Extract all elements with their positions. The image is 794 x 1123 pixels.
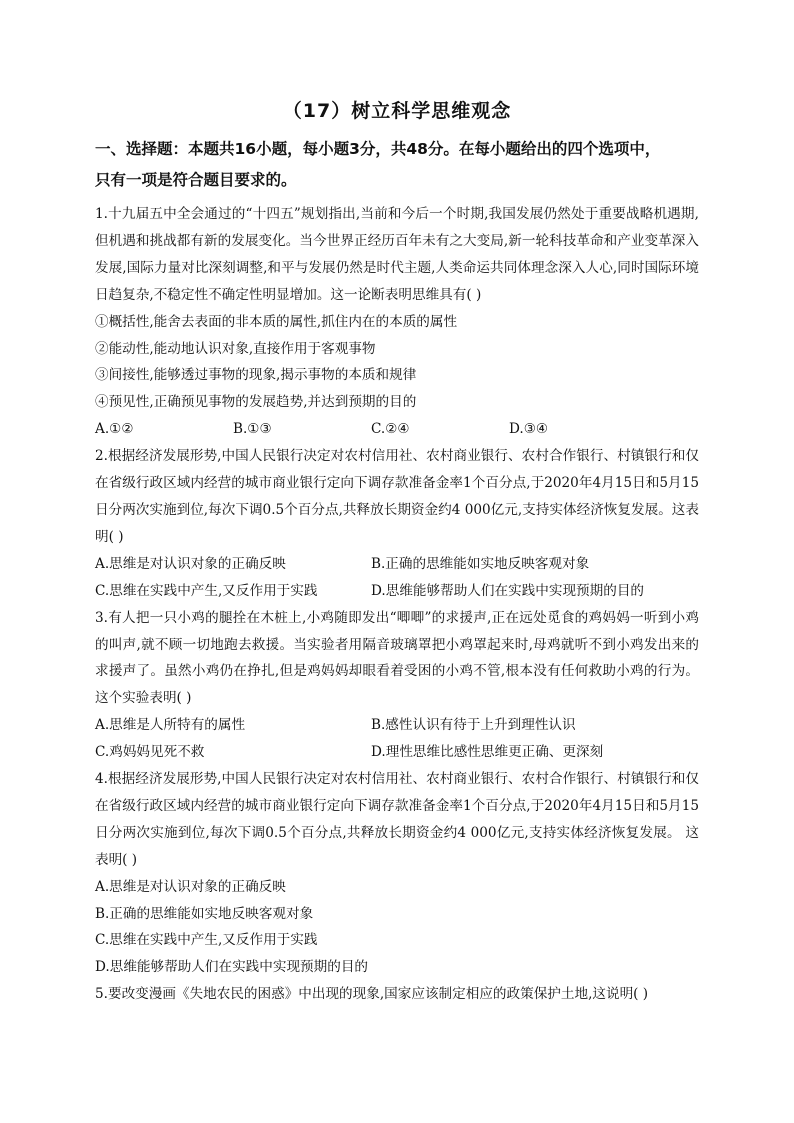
option-row — [95, 416, 699, 443]
option-a[interactable]: A.思维是对认识对象的正确反映 — [95, 878, 286, 895]
question-stem: 1.十九届五中全会通过的“十四五”规划指出,当前和今后一个时期,我国发展仍然处于重要战略机遇期,但机遇和挑战都有新的发展变化。当今世界正经历百年未有之大变局,新一轮科技革命和产业变革深入发展,国际力量对比深刻调整,和平与发展仍然是时代主题,人类命运共同体理念深入人心,同时国际环境日趋复杂,不稳定性不确定性明显增加。这一论断表明思维具有( ) — [95, 206, 699, 303]
option-b[interactable]: B.①③ — [233, 421, 272, 438]
option-b[interactable]: B.正确的思维能如实地反映客观对象 — [95, 905, 314, 922]
section-heading-line: 一、选择题：本题共16小题，每小题3分，共48分。在每小题给出的四个选项中， — [95, 140, 661, 158]
option-a[interactable]: A.思维是对认识对象的正确反映 — [95, 555, 286, 572]
question-5 — [95, 981, 699, 1008]
statement: ③间接性,能够透过事物的现象,揭示事物的本质和规律 — [95, 367, 417, 384]
question-stem: 2.根据经济发展形势,中国人民银行决定对农村信用社、农村商业银行、农村合作银行、村镇银行和仅在省级行政区域内经营的城市商业银行定向下调存款准备金率1个百分点,于2020年4月15日和5月15日分两次实施到位,每次下调0.5个百分点,共释放长期资金约4 000亿元,支持实体经济恢复发展。这表明( ) — [95, 448, 699, 545]
option-a[interactable]: A.思维是人所特有的属性 — [95, 717, 246, 734]
option-row — [95, 712, 699, 739]
section-heading-line: 只有一项是符合题目要求的。 — [95, 171, 297, 189]
option-row — [95, 551, 699, 578]
option-row — [95, 739, 699, 766]
question-1 — [95, 201, 699, 443]
option-c[interactable]: C.思维在实践中产生,又反作用于实践 — [95, 582, 318, 599]
section-heading — [95, 134, 699, 196]
option-c[interactable]: C.思维在实践中产生,又反作用于实践 — [95, 932, 318, 949]
option-c[interactable]: C.②④ — [371, 421, 410, 438]
statement: ②能动性,能动地认识对象,直接作用于客观事物 — [95, 340, 376, 357]
option-b[interactable]: B.正确的思维能如实地反映客观对象 — [371, 555, 590, 572]
question-stem: 3.有人把一只小鸡的腿拴在木桩上,小鸡随即发出“唧唧”的求援声,正在远处觅食的鸡妈妈一听到小鸡的叫声,就不顾一切地跑去救援。当实验者用隔音玻璃罩把小鸡罩起来时,母鸡就听不到小鸡发出来的求援声了。虽然小鸡仍在挣扎,但是鸡妈妈却眼看着受困的小鸡不管,根本没有任何救助小鸡的行为。这个实验表明( ) — [95, 609, 699, 707]
question-2 — [95, 443, 699, 604]
option-c[interactable]: C.鸡妈妈见死不救 — [95, 744, 205, 761]
option-row — [95, 578, 699, 605]
page-title: （17）树立科学思维观念 — [282, 100, 512, 122]
question-4 — [95, 766, 699, 981]
question-3 — [95, 605, 699, 766]
option-d[interactable]: D.思维能够帮助人们在实践中实现预期的目的 — [371, 582, 645, 599]
question-stem: 4.根据经济发展形势,中国人民银行决定对农村信用社、农村商业银行、农村合作银行、村镇银行和仅在省级行政区域内经营的城市商业银行定向下调存款准备金率1个百分点,于2020年4月15日和5月15日分两次实施到位,每次下调0.5个百分点,共释放长期资金约4 000亿元,支持实体经济恢复发展。 这表明( ) — [95, 771, 699, 868]
option-d[interactable]: D.③④ — [509, 421, 549, 438]
question-stem: 5.要改变漫画《失地农民的困惑》中出现的现象,国家应该制定相应的政策保护土地,这说明( ) — [95, 986, 649, 1003]
option-d[interactable]: D.理性思维比感性思维更正确、更深刻 — [371, 744, 604, 761]
statement: ①概括性,能舍去表面的非本质的属性,抓住内在的本质的属性 — [95, 313, 458, 330]
statement: ④预见性,正确预见事物的发展趋势,并达到预期的目的 — [95, 394, 417, 411]
option-b[interactable]: B.感性认识有待于上升到理性认识 — [371, 717, 576, 734]
question-list — [95, 201, 699, 1008]
option-a[interactable]: A.①② — [95, 421, 134, 438]
option-d[interactable]: D.思维能够帮助人们在实践中实现预期的目的 — [95, 959, 369, 976]
